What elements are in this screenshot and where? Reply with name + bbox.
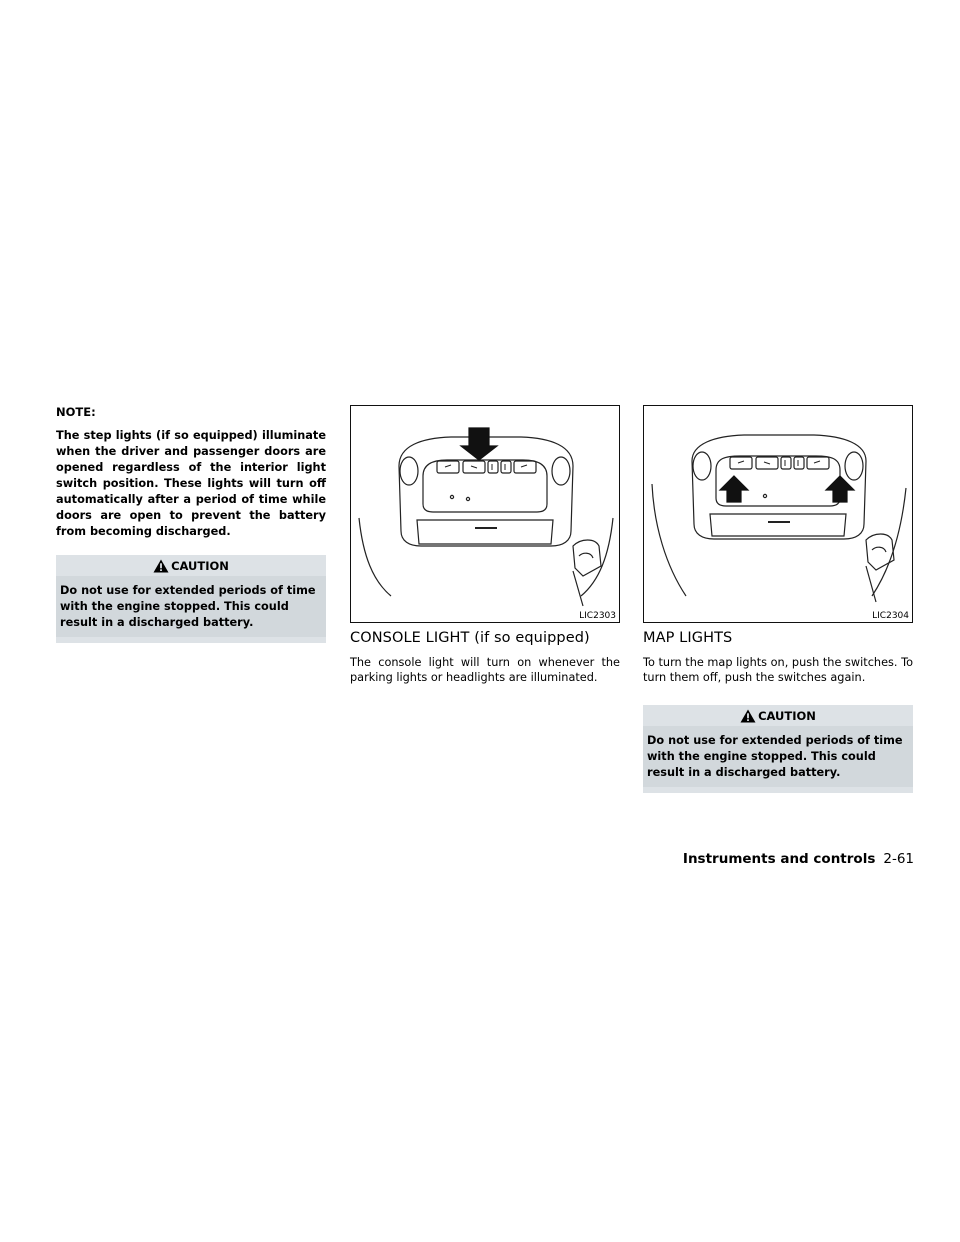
figure-code: LIC2304 bbox=[872, 611, 909, 621]
caution-box bbox=[56, 555, 326, 643]
caution-box bbox=[643, 705, 913, 793]
section-body: The console light will turn on whenever the parking lights or headlights are illuminated. bbox=[350, 656, 620, 684]
caution-header bbox=[643, 705, 913, 726]
caution-body: Do not use for extended periods of time with the engine stopped. This could result in a discharged battery. bbox=[56, 576, 326, 637]
caution-body: Do not use for extended periods of time with the engine stopped. This could result in a discharged battery. bbox=[643, 726, 913, 787]
middle-column bbox=[350, 405, 620, 685]
note-body: The step lights (if so equipped) illuminate when the driver and passenger doors are opened regardless of the interior light switch position. These lights will turn off automatically after a period of time while doors are open to prevent the battery from becoming discharged. bbox=[56, 429, 326, 538]
right-column bbox=[643, 405, 913, 793]
caution-header bbox=[56, 555, 326, 576]
section-body: To turn the map lights on, push the switches. To turn them off, push the switches again. bbox=[643, 656, 913, 684]
map-lights-illustration bbox=[644, 406, 912, 622]
warning-triangle-icon bbox=[153, 559, 169, 573]
chapter-title: Instruments and controls bbox=[682, 851, 876, 867]
section-heading: CONSOLE LIGHT (if so equipped) bbox=[350, 630, 590, 646]
note-label: NOTE: bbox=[56, 405, 96, 419]
console-light-illustration bbox=[351, 406, 619, 622]
caution-title: CAUTION bbox=[171, 558, 229, 573]
map-lights-figure bbox=[643, 405, 913, 623]
page-footer bbox=[640, 851, 914, 867]
figure-code: LIC2303 bbox=[579, 611, 616, 621]
left-column bbox=[56, 405, 326, 643]
section-heading: MAP LIGHTS bbox=[643, 630, 733, 646]
warning-triangle-icon bbox=[740, 709, 756, 723]
console-light-figure bbox=[350, 405, 620, 623]
caution-title: CAUTION bbox=[758, 708, 816, 723]
page-number: 2-61 bbox=[883, 851, 914, 867]
